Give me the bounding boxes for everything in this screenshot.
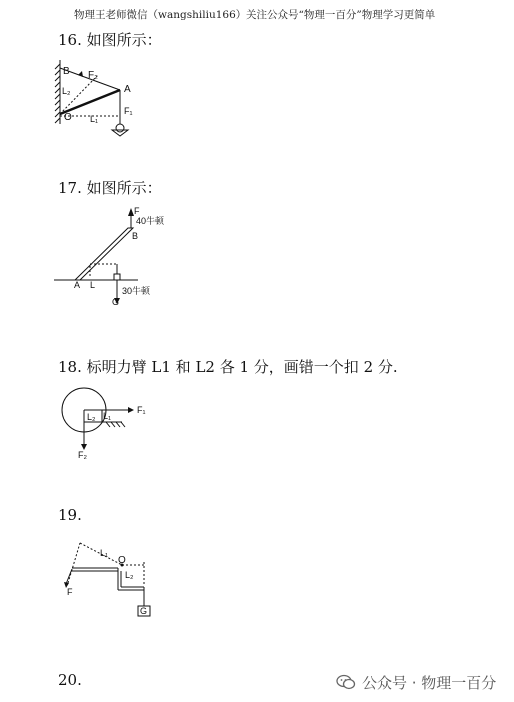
label-force-bottom: 30牛顿: [122, 286, 151, 296]
label-force-top: 40牛顿: [136, 216, 164, 226]
label-L2: L₂: [125, 570, 134, 580]
watermark-text: 公众号 · 物理一百分: [362, 673, 497, 692]
wechat-icon: [336, 674, 356, 690]
label-L1: L₁: [103, 411, 112, 421]
question-number: 16.: [58, 31, 82, 49]
header-right: 关注公众号“物理一百分”物理学习更简单: [246, 9, 436, 21]
label-A: A: [124, 84, 131, 95]
label-L2: L₂: [87, 412, 96, 422]
label-F2: F₂: [78, 450, 87, 460]
question-number: 18.: [58, 358, 82, 376]
label-L1: L₁: [90, 114, 99, 124]
question-17: [58, 177, 162, 198]
figure-19-lever-diagram: [58, 536, 162, 622]
question-18: [58, 356, 398, 377]
label-F1: F₁: [137, 405, 146, 415]
label-F1: F₁: [124, 106, 133, 116]
figure-18-wheel-diagram: [60, 386, 150, 464]
label-L2: L₂: [62, 86, 71, 96]
question-19: [58, 506, 82, 524]
label-O: O: [118, 555, 126, 566]
label-F: F: [67, 587, 73, 597]
question-number: 20.: [58, 671, 82, 689]
question-number: 17.: [58, 179, 82, 197]
label-G: G: [112, 297, 120, 307]
header-left: 物理王老师微信（wangshiliu166）: [74, 9, 247, 21]
label-F2: F₂: [88, 70, 98, 81]
label-L: L: [90, 280, 96, 290]
question-20: [58, 671, 82, 689]
label-F: F: [134, 206, 140, 216]
question-text: 标明力臂 L1 和 L2 各 1 分，画错一个扣 2 分.: [86, 358, 398, 376]
label-B: B: [132, 231, 139, 241]
label-L1: L₁: [100, 548, 109, 558]
label-O: O: [64, 112, 72, 123]
label-G: G: [140, 606, 148, 616]
label-A: A: [74, 280, 81, 290]
label-B: B: [63, 66, 70, 77]
figure-17-rod-diagram: [52, 204, 164, 308]
question-text: 如图所示：: [86, 179, 162, 197]
question-text: 如图所示：: [86, 31, 162, 49]
question-number: 19.: [58, 506, 82, 524]
watermark: [336, 672, 496, 692]
question-16: [58, 29, 162, 50]
figure-16-lever-diagram: [50, 56, 146, 138]
